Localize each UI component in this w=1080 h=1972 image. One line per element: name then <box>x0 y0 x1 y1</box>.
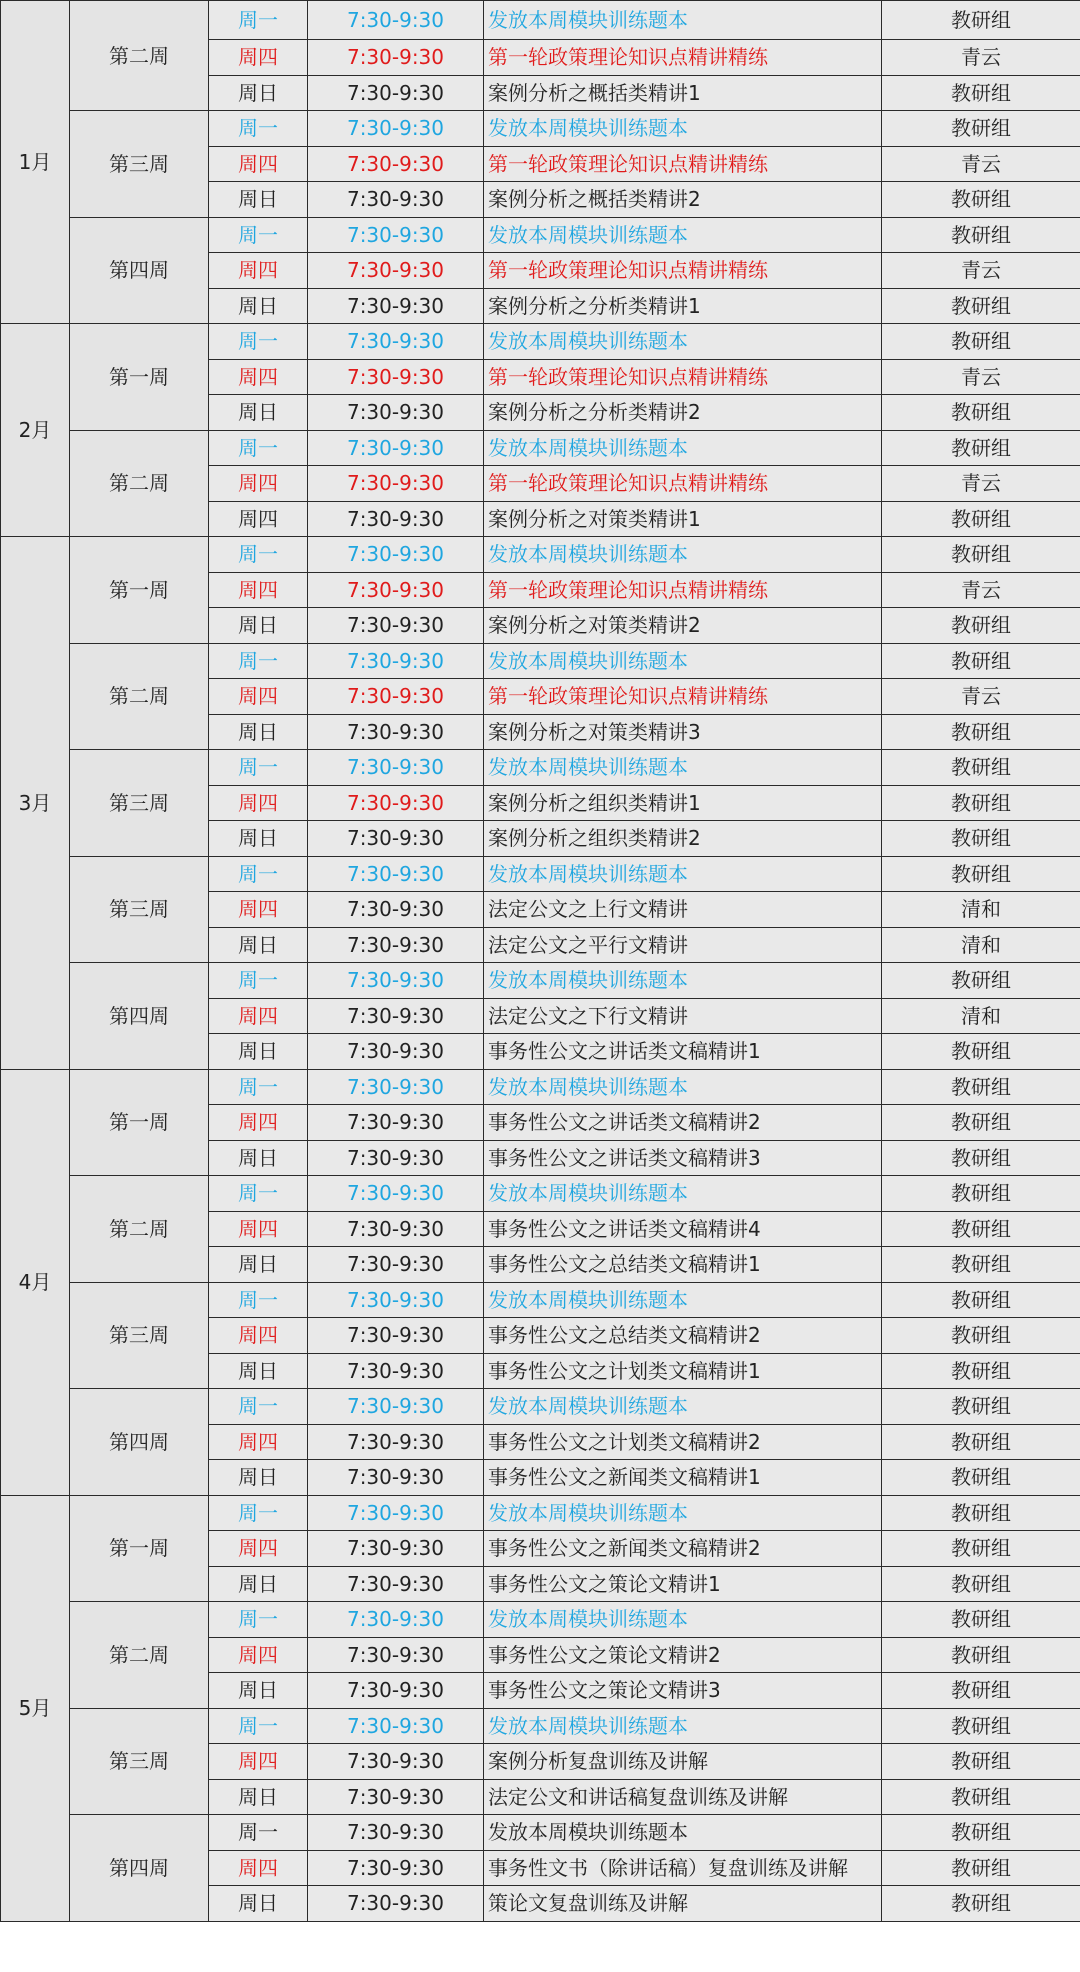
teacher-cell: 教研组 <box>882 1389 1080 1425</box>
time-cell: 7:30-9:30 <box>308 608 484 644</box>
week-label: 第一周 <box>70 324 209 431</box>
topic-cell: 发放本周模块训练题本 <box>484 1176 882 1212</box>
teacher-cell: 教研组 <box>882 1531 1080 1567</box>
day-cell: 周日 <box>209 182 308 218</box>
day-cell: 周四 <box>209 1424 308 1460</box>
week-label: 第三周 <box>70 856 209 963</box>
topic-cell: 案例分析之概括类精讲1 <box>484 75 882 111</box>
teacher-cell: 教研组 <box>882 1282 1080 1318</box>
topic-cell: 事务性公文之计划类文稿精讲2 <box>484 1424 882 1460</box>
time-cell: 7:30-9:30 <box>308 146 484 182</box>
table-row <box>1 1708 1080 1744</box>
day-cell: 周一 <box>209 1708 308 1744</box>
time-cell: 7:30-9:30 <box>308 40 484 76</box>
table-row <box>1 1495 1080 1531</box>
table-row <box>1 324 1080 360</box>
time-cell: 7:30-9:30 <box>308 1140 484 1176</box>
topic-cell: 发放本周模块训练题本 <box>484 963 882 999</box>
day-cell: 周日 <box>209 1247 308 1283</box>
time-cell: 7:30-9:30 <box>308 1886 484 1922</box>
teacher-cell: 教研组 <box>882 501 1080 537</box>
teacher-cell: 教研组 <box>882 1069 1080 1105</box>
teacher-cell: 教研组 <box>882 1673 1080 1709</box>
topic-cell: 发放本周模块训练题本 <box>484 1708 882 1744</box>
topic-cell: 发放本周模块训练题本 <box>484 643 882 679</box>
teacher-cell: 教研组 <box>882 1460 1080 1496</box>
time-cell: 7:30-9:30 <box>308 1282 484 1318</box>
topic-cell: 法定公文和讲话稿复盘训练及讲解 <box>484 1779 882 1815</box>
time-cell: 7:30-9:30 <box>308 1602 484 1638</box>
table-row <box>1 963 1080 999</box>
time-cell: 7:30-9:30 <box>308 501 484 537</box>
day-cell: 周一 <box>209 430 308 466</box>
topic-cell: 案例分析之分析类精讲1 <box>484 288 882 324</box>
topic-cell: 事务性公文之讲话类文稿精讲1 <box>484 1034 882 1070</box>
topic-cell: 发放本周模块训练题本 <box>484 750 882 786</box>
day-cell: 周四 <box>209 892 308 928</box>
time-cell: 7:30-9:30 <box>308 714 484 750</box>
teacher-cell: 教研组 <box>882 537 1080 573</box>
teacher-cell: 青云 <box>882 679 1080 715</box>
day-cell: 周日 <box>209 927 308 963</box>
time-cell: 7:30-9:30 <box>308 1034 484 1070</box>
teacher-cell: 教研组 <box>882 1424 1080 1460</box>
topic-cell: 第一轮政策理论知识点精讲精练 <box>484 572 882 608</box>
week-label: 第三周 <box>70 1282 209 1389</box>
day-cell: 周四 <box>209 1531 308 1567</box>
time-cell: 7:30-9:30 <box>308 111 484 147</box>
topic-cell: 案例分析之对策类精讲1 <box>484 501 882 537</box>
time-cell: 7:30-9:30 <box>308 1211 484 1247</box>
teacher-cell: 教研组 <box>882 1140 1080 1176</box>
time-cell: 7:30-9:30 <box>308 359 484 395</box>
teacher-cell: 教研组 <box>882 75 1080 111</box>
time-cell: 7:30-9:30 <box>308 324 484 360</box>
teacher-cell: 青云 <box>882 466 1080 502</box>
topic-cell: 事务性公文之讲话类文稿精讲3 <box>484 1140 882 1176</box>
time-cell: 7:30-9:30 <box>308 1424 484 1460</box>
day-cell: 周四 <box>209 998 308 1034</box>
day-cell: 周日 <box>209 714 308 750</box>
time-cell: 7:30-9:30 <box>308 537 484 573</box>
time-cell: 7:30-9:30 <box>308 1744 484 1780</box>
time-cell: 7:30-9:30 <box>308 892 484 928</box>
topic-cell: 发放本周模块训练题本 <box>484 430 882 466</box>
week-label: 第二周 <box>70 1602 209 1709</box>
teacher-cell: 教研组 <box>882 643 1080 679</box>
day-cell: 周日 <box>209 75 308 111</box>
time-cell: 7:30-9:30 <box>308 217 484 253</box>
time-cell: 7:30-9:30 <box>308 963 484 999</box>
day-cell: 周一 <box>209 1602 308 1638</box>
table-row <box>1 1 1080 40</box>
topic-cell: 发放本周模块训练题本 <box>484 1815 882 1851</box>
teacher-cell: 教研组 <box>882 1886 1080 1922</box>
day-cell: 周一 <box>209 963 308 999</box>
topic-cell: 事务性公文之策论文精讲1 <box>484 1566 882 1602</box>
teacher-cell: 教研组 <box>882 785 1080 821</box>
teacher-cell: 教研组 <box>882 1495 1080 1531</box>
topic-cell: 案例分析之概括类精讲2 <box>484 182 882 218</box>
week-label: 第二周 <box>70 1176 209 1283</box>
time-cell: 7:30-9:30 <box>308 1779 484 1815</box>
topic-cell: 发放本周模块训练题本 <box>484 537 882 573</box>
day-cell: 周四 <box>209 1318 308 1354</box>
topic-cell: 事务性公文之讲话类文稿精讲2 <box>484 1105 882 1141</box>
month-label: 1月 <box>1 1 70 324</box>
teacher-cell: 青云 <box>882 146 1080 182</box>
day-cell: 周一 <box>209 217 308 253</box>
time-cell: 7:30-9:30 <box>308 75 484 111</box>
week-label: 第四周 <box>70 217 209 324</box>
teacher-cell: 教研组 <box>882 1602 1080 1638</box>
day-cell: 周一 <box>209 111 308 147</box>
time-cell: 7:30-9:30 <box>308 1247 484 1283</box>
teacher-cell: 教研组 <box>882 963 1080 999</box>
time-cell: 7:30-9:30 <box>308 572 484 608</box>
teacher-cell: 教研组 <box>882 1779 1080 1815</box>
teacher-cell: 教研组 <box>882 821 1080 857</box>
time-cell: 7:30-9:30 <box>308 1105 484 1141</box>
time-cell: 7:30-9:30 <box>308 1460 484 1496</box>
week-label: 第三周 <box>70 1708 209 1815</box>
topic-cell: 案例分析之组织类精讲1 <box>484 785 882 821</box>
time-cell: 7:30-9:30 <box>308 750 484 786</box>
teacher-cell: 教研组 <box>882 1815 1080 1851</box>
day-cell: 周日 <box>209 288 308 324</box>
teacher-cell: 教研组 <box>882 217 1080 253</box>
week-label: 第一周 <box>70 1069 209 1176</box>
day-cell: 周四 <box>209 1637 308 1673</box>
topic-cell: 第一轮政策理论知识点精讲精练 <box>484 679 882 715</box>
day-cell: 周一 <box>209 1069 308 1105</box>
week-label: 第一周 <box>70 1495 209 1602</box>
week-label: 第三周 <box>70 750 209 857</box>
table-row <box>1 111 1080 147</box>
time-cell: 7:30-9:30 <box>308 395 484 431</box>
table-row <box>1 430 1080 466</box>
day-cell: 周一 <box>209 1 308 40</box>
time-cell: 7:30-9:30 <box>308 1389 484 1425</box>
week-label: 第二周 <box>70 643 209 750</box>
table-row <box>1 643 1080 679</box>
teacher-cell: 教研组 <box>882 1211 1080 1247</box>
teacher-cell: 清和 <box>882 892 1080 928</box>
topic-cell: 发放本周模块训练题本 <box>484 324 882 360</box>
teacher-cell: 教研组 <box>882 1176 1080 1212</box>
table-row <box>1 217 1080 253</box>
topic-cell: 第一轮政策理论知识点精讲精练 <box>484 359 882 395</box>
table-row <box>1 1282 1080 1318</box>
table-row <box>1 1389 1080 1425</box>
table-row <box>1 750 1080 786</box>
time-cell: 7:30-9:30 <box>308 1815 484 1851</box>
teacher-cell: 教研组 <box>882 182 1080 218</box>
day-cell: 周日 <box>209 395 308 431</box>
day-cell: 周四 <box>209 1211 308 1247</box>
time-cell: 7:30-9:30 <box>308 466 484 502</box>
topic-cell: 事务性公文之计划类文稿精讲1 <box>484 1353 882 1389</box>
teacher-cell: 教研组 <box>882 324 1080 360</box>
teacher-cell: 教研组 <box>882 430 1080 466</box>
time-cell: 7:30-9:30 <box>308 1637 484 1673</box>
table-row <box>1 1602 1080 1638</box>
time-cell: 7:30-9:30 <box>308 430 484 466</box>
teacher-cell: 教研组 <box>882 1105 1080 1141</box>
day-cell: 周日 <box>209 1353 308 1389</box>
teacher-cell: 教研组 <box>882 1034 1080 1070</box>
day-cell: 周四 <box>209 1850 308 1886</box>
topic-cell: 第一轮政策理论知识点精讲精练 <box>484 146 882 182</box>
week-label: 第二周 <box>70 430 209 537</box>
time-cell: 7:30-9:30 <box>308 1495 484 1531</box>
teacher-cell: 教研组 <box>882 288 1080 324</box>
topic-cell: 第一轮政策理论知识点精讲精练 <box>484 253 882 289</box>
teacher-cell: 教研组 <box>882 111 1080 147</box>
table-row <box>1 537 1080 573</box>
teacher-cell: 教研组 <box>882 1708 1080 1744</box>
time-cell: 7:30-9:30 <box>308 785 484 821</box>
day-cell: 周四 <box>209 359 308 395</box>
time-cell: 7:30-9:30 <box>308 1318 484 1354</box>
topic-cell: 法定公文之平行文精讲 <box>484 927 882 963</box>
teacher-cell: 教研组 <box>882 1637 1080 1673</box>
time-cell: 7:30-9:30 <box>308 927 484 963</box>
day-cell: 周四 <box>209 679 308 715</box>
teacher-cell: 教研组 <box>882 608 1080 644</box>
time-cell: 7:30-9:30 <box>308 1566 484 1602</box>
time-cell: 7:30-9:30 <box>308 643 484 679</box>
day-cell: 周日 <box>209 1460 308 1496</box>
time-cell: 7:30-9:30 <box>308 1708 484 1744</box>
topic-cell: 策论文复盘训练及讲解 <box>484 1886 882 1922</box>
day-cell: 周日 <box>209 608 308 644</box>
time-cell: 7:30-9:30 <box>308 1353 484 1389</box>
day-cell: 周日 <box>209 1886 308 1922</box>
day-cell: 周一 <box>209 856 308 892</box>
day-cell: 周四 <box>209 146 308 182</box>
teacher-cell: 青云 <box>882 253 1080 289</box>
topic-cell: 法定公文之上行文精讲 <box>484 892 882 928</box>
time-cell: 7:30-9:30 <box>308 1850 484 1886</box>
day-cell: 周日 <box>209 821 308 857</box>
topic-cell: 事务性公文之策论文精讲3 <box>484 1673 882 1709</box>
day-cell: 周四 <box>209 40 308 76</box>
table-row <box>1 1069 1080 1105</box>
month-label: 2月 <box>1 324 70 537</box>
topic-cell: 发放本周模块训练题本 <box>484 1389 882 1425</box>
topic-cell: 发放本周模块训练题本 <box>484 1 882 40</box>
topic-cell: 发放本周模块训练题本 <box>484 1602 882 1638</box>
day-cell: 周四 <box>209 466 308 502</box>
topic-cell: 发放本周模块训练题本 <box>484 1282 882 1318</box>
topic-cell: 发放本周模块训练题本 <box>484 111 882 147</box>
day-cell: 周一 <box>209 537 308 573</box>
teacher-cell: 教研组 <box>882 1744 1080 1780</box>
topic-cell: 事务性文书（除讲话稿）复盘训练及讲解 <box>484 1850 882 1886</box>
topic-cell: 事务性公文之总结类文稿精讲1 <box>484 1247 882 1283</box>
topic-cell: 案例分析之分析类精讲2 <box>484 395 882 431</box>
teacher-cell: 清和 <box>882 998 1080 1034</box>
day-cell: 周四 <box>209 785 308 821</box>
week-label: 第四周 <box>70 1815 209 1922</box>
teacher-cell: 青云 <box>882 40 1080 76</box>
topic-cell: 发放本周模块训练题本 <box>484 217 882 253</box>
time-cell: 7:30-9:30 <box>308 1176 484 1212</box>
teacher-cell: 青云 <box>882 359 1080 395</box>
topic-cell: 第一轮政策理论知识点精讲精练 <box>484 466 882 502</box>
day-cell: 周一 <box>209 1282 308 1318</box>
topic-cell: 第一轮政策理论知识点精讲精练 <box>484 40 882 76</box>
day-cell: 周日 <box>209 1034 308 1070</box>
time-cell: 7:30-9:30 <box>308 856 484 892</box>
week-label: 第二周 <box>70 1 209 111</box>
topic-cell: 事务性公文之总结类文稿精讲2 <box>484 1318 882 1354</box>
teacher-cell: 教研组 <box>882 395 1080 431</box>
time-cell: 7:30-9:30 <box>308 998 484 1034</box>
day-cell: 周日 <box>209 1673 308 1709</box>
time-cell: 7:30-9:30 <box>308 1673 484 1709</box>
table-row <box>1 856 1080 892</box>
topic-cell: 法定公文之下行文精讲 <box>484 998 882 1034</box>
day-cell: 周一 <box>209 1176 308 1212</box>
day-cell: 周日 <box>209 1140 308 1176</box>
schedule-body <box>1 1 1080 1922</box>
day-cell: 周一 <box>209 1815 308 1851</box>
topic-cell: 案例分析之对策类精讲3 <box>484 714 882 750</box>
week-label: 第一周 <box>70 537 209 644</box>
topic-cell: 发放本周模块训练题本 <box>484 1495 882 1531</box>
day-cell: 周四 <box>209 1744 308 1780</box>
teacher-cell: 教研组 <box>882 1 1080 40</box>
week-label: 第四周 <box>70 963 209 1070</box>
teacher-cell: 教研组 <box>882 856 1080 892</box>
day-cell: 周一 <box>209 324 308 360</box>
time-cell: 7:30-9:30 <box>308 1 484 40</box>
time-cell: 7:30-9:30 <box>308 679 484 715</box>
day-cell: 周一 <box>209 1389 308 1425</box>
month-label: 5月 <box>1 1495 70 1921</box>
teacher-cell: 青云 <box>882 572 1080 608</box>
topic-cell: 案例分析之对策类精讲2 <box>484 608 882 644</box>
day-cell: 周一 <box>209 643 308 679</box>
day-cell: 周一 <box>209 1495 308 1531</box>
day-cell: 周日 <box>209 1566 308 1602</box>
teacher-cell: 教研组 <box>882 1850 1080 1886</box>
teacher-cell: 教研组 <box>882 750 1080 786</box>
week-label: 第四周 <box>70 1389 209 1496</box>
time-cell: 7:30-9:30 <box>308 1531 484 1567</box>
teacher-cell: 教研组 <box>882 1353 1080 1389</box>
topic-cell: 事务性公文之策论文精讲2 <box>484 1637 882 1673</box>
time-cell: 7:30-9:30 <box>308 288 484 324</box>
time-cell: 7:30-9:30 <box>308 253 484 289</box>
time-cell: 7:30-9:30 <box>308 1069 484 1105</box>
day-cell: 周四 <box>209 501 308 537</box>
week-label: 第三周 <box>70 111 209 218</box>
day-cell: 周四 <box>209 1105 308 1141</box>
topic-cell: 发放本周模块训练题本 <box>484 856 882 892</box>
topic-cell: 事务性公文之新闻类文稿精讲1 <box>484 1460 882 1496</box>
month-label: 3月 <box>1 537 70 1070</box>
table-row <box>1 1176 1080 1212</box>
day-cell: 周一 <box>209 750 308 786</box>
day-cell: 周日 <box>209 1779 308 1815</box>
time-cell: 7:30-9:30 <box>308 182 484 218</box>
teacher-cell: 教研组 <box>882 1247 1080 1283</box>
topic-cell: 案例分析之组织类精讲2 <box>484 821 882 857</box>
topic-cell: 事务性公文之新闻类文稿精讲2 <box>484 1531 882 1567</box>
time-cell: 7:30-9:30 <box>308 821 484 857</box>
teacher-cell: 清和 <box>882 927 1080 963</box>
month-label: 4月 <box>1 1069 70 1495</box>
teacher-cell: 教研组 <box>882 1566 1080 1602</box>
teacher-cell: 教研组 <box>882 1318 1080 1354</box>
topic-cell: 发放本周模块训练题本 <box>484 1069 882 1105</box>
topic-cell: 案例分析复盘训练及讲解 <box>484 1744 882 1780</box>
day-cell: 周四 <box>209 572 308 608</box>
table-row <box>1 1815 1080 1851</box>
topic-cell: 事务性公文之讲话类文稿精讲4 <box>484 1211 882 1247</box>
teacher-cell: 教研组 <box>882 714 1080 750</box>
day-cell: 周四 <box>209 253 308 289</box>
